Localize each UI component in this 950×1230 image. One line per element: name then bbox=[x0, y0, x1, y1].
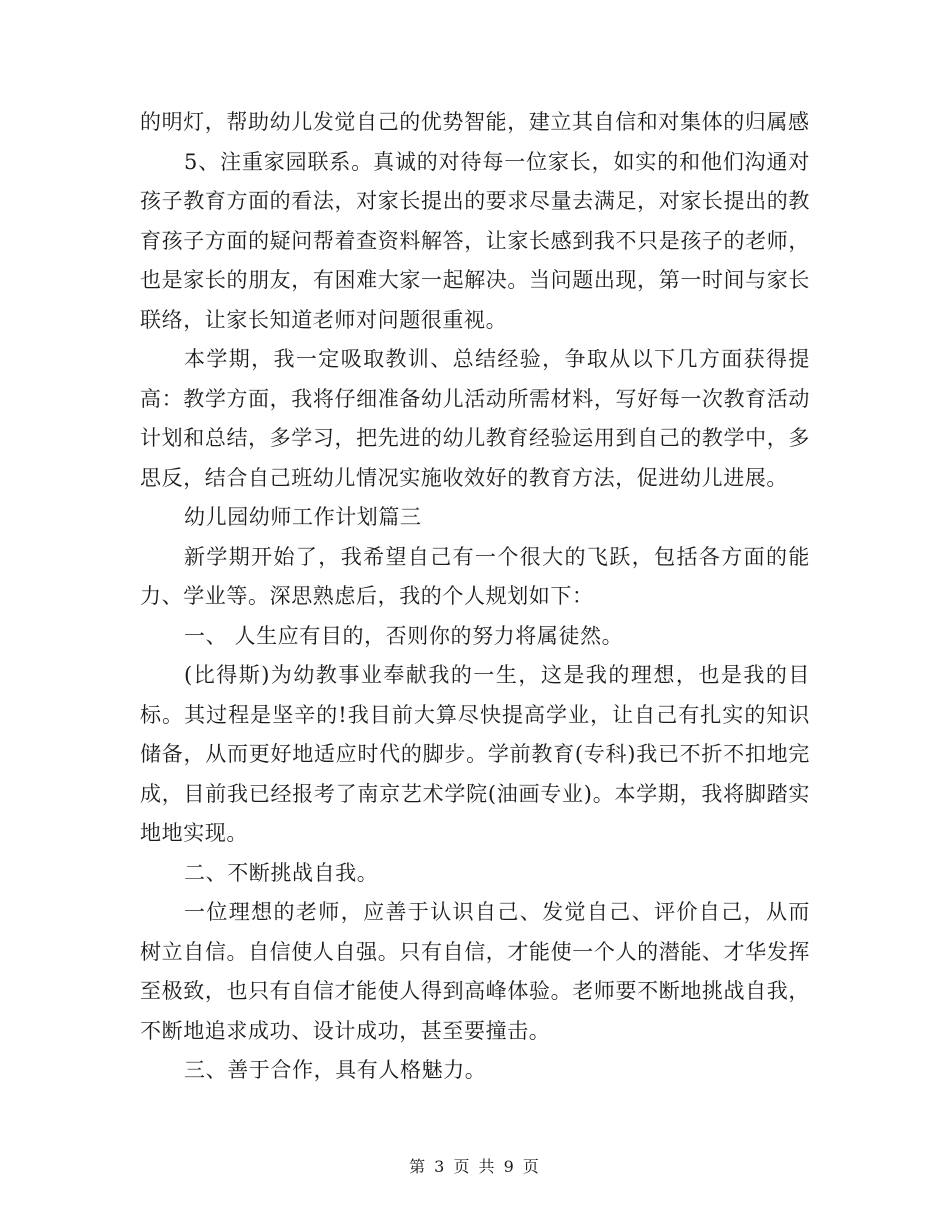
page-footer: 第 3 页 共 9 页 bbox=[409, 1157, 541, 1176]
paragraph-5: 新学期开始了，我希望自己有一个很大的飞跃，包括各方面的能力、学业等。深思熟虑后，我的个人规划如下： bbox=[140, 544, 810, 608]
paragraph-1: 的明灯，帮助幼儿发觉自己的优势智能，建立其自信和对集体的归属感 bbox=[140, 110, 810, 134]
subheading-2: 二、不断挑战自我。 bbox=[184, 860, 379, 885]
subheading-1: 一、 人生应有目的，否则你的努力将属徒然。 bbox=[184, 623, 624, 648]
document-body bbox=[140, 103, 810, 1091]
paragraph-9: 一位理想的老师，应善于认识自己、发觉自己、评价自己，从而树立自信。自信使人自强。只有自信，才能使一个人的潜能、才华发挥至极致，也只有自信才能使人得到高峰体验。老师要不断地挑战自我，不断地追求成功、设计成功，甚至要撞击。 bbox=[140, 900, 810, 1043]
subheading-3: 三、善于合作，具有人格魅力。 bbox=[184, 1058, 487, 1082]
paragraph-2: 5、注重家园联系。真诚的对待每一位家长，如实的和他们沟通对孩子教育方面的看法，对家长提出的要求尽量去满足，对家长提出的教育孩子方面的疑问帮着查资料解答，让家长感到我不只是孩子的老师，也是家长的朋友，有困难大家一起解决。当问题出现，第一时间与家长联络，让家长知道老师对问题很重视。 bbox=[140, 149, 810, 332]
paragraph-7: (比得斯)为幼教事业奉献我的一生，这是我的理想，也是我的目标。其过程是坚辛的!我目前大算尽快提高学业，让自己有扎实的知识储备，从而更好地适应时代的脚步。学前教育(专科)我已不折不扣地完成，目前我已经报考了南京艺术学院(油画专业)。本学期，我将脚踏实地地实现。 bbox=[140, 663, 810, 845]
section-heading: 幼儿园幼师工作计划篇三 bbox=[184, 505, 422, 529]
paragraph-3: 本学期，我一定吸取教训、总结经验，争取从以下几方面获得提高：教学方面，我将仔细准备幼儿活动所需材料，写好每一次教育活动计划和总结，多学习，把先进的幼儿教育经验运用到自己的教学中，多思反，结合自己班幼儿情况实施收效好的教育方法，促进幼儿进展。 bbox=[140, 347, 810, 490]
